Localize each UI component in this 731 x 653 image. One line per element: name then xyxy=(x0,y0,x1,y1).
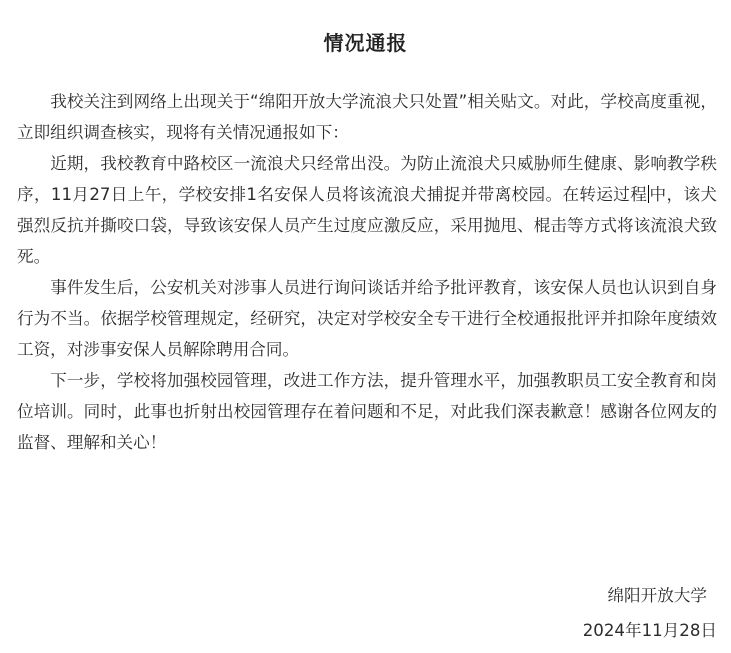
paragraph-intro: 我校关注到网络上出现关于“绵阳开放大学流浪犬只处置”相关贴文。对此，学校高度重视，立即组织调查核实，现将有关情况通报如下： xyxy=(17,92,717,142)
page-title: 情况通报 xyxy=(323,31,408,55)
signature-organization: 绵阳开放大学 xyxy=(607,586,707,605)
paragraph-incident-part2: 中，该犬强烈反抗并撕咬口袋，导致该安保人员产生过度应激反应，采用抛甩、棍击等方式将该流浪犬致死。 xyxy=(17,185,717,266)
paragraph-incident-part1: 近期，我校教育中路校区一流浪犬只经常出没。为防止流浪犬只威胁师生健康、影响教学秩序，11月27日上午，学校安排1名安保人员将该流浪犬捕捉并带离校园。在转运过程 xyxy=(17,154,717,204)
signature-date: 2024年11月28日 xyxy=(582,621,717,640)
document-body xyxy=(17,86,717,458)
paragraph-incident xyxy=(17,148,717,272)
paragraph-handling: 事件发生后，公安机关对涉事人员进行询问谈话并给予批评教育，该安保人员也认识到自身行为不当。依据学校管理规定，经研究，决定对学校安全专干进行全校通报批评并扣除年度绩效工资，对涉事安保人员解除聘用合同。 xyxy=(17,278,717,359)
paragraph-next-steps: 下一步，学校将加强校园管理，改进工作方法，提升管理水平，加强教职员工安全教育和岗位培训。同时，此事也折射出校园管理存在着问题和不足，对此我们深表歉意！感谢各位网友的监督、理解和关心！ xyxy=(17,371,717,452)
